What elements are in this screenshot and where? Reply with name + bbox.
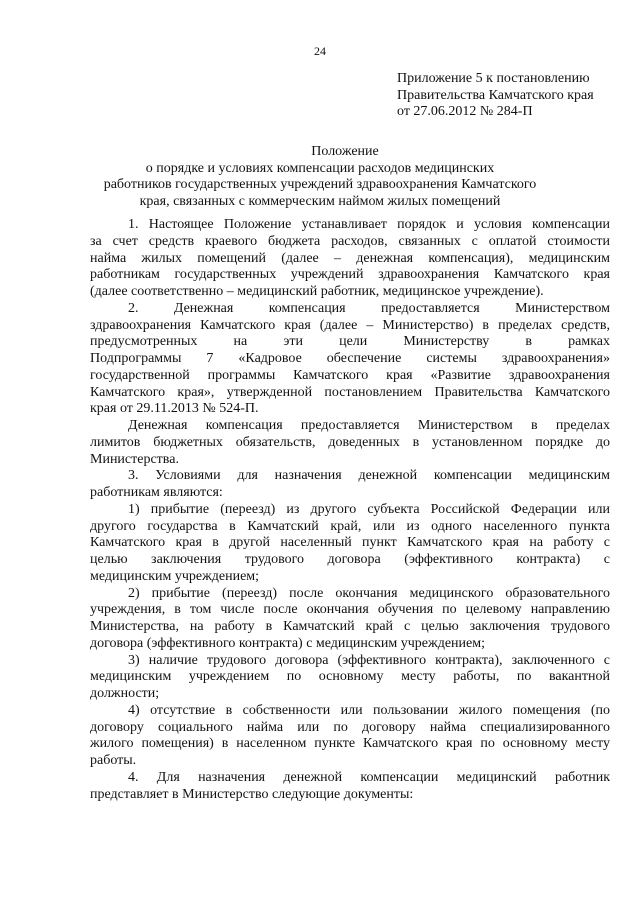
body-line: медицинским учреждением по основному месту работы, по вакантной	[90, 669, 610, 685]
appendix-line: от 27.06.2012 № 284-П	[397, 104, 533, 119]
appendix-line: Правительства Камчатского края	[397, 87, 594, 103]
body-line: работникам государственных учреждений здравоохранения Камчатского края	[90, 267, 610, 283]
body-line: договору социального найма или по договору найма специализированного	[90, 719, 610, 735]
body-line: целью заключения трудового договора (эффективного контракта) с	[90, 552, 610, 567]
body-line: Денежная компенсация предоставляется Министерством в пределах	[128, 418, 610, 433]
body-line: учреждения, в том числе после окончания обучения по целевому направлению	[90, 602, 610, 618]
body-line: предусмотренных на эти цели Министерству в рамках	[90, 334, 610, 350]
document-title	[0, 144, 640, 210]
title-line: о порядке и условиях компенсации расходов медицинских	[145, 160, 495, 176]
title-line: края, связанных с коммерческим наймом жилых помещений	[139, 193, 501, 209]
body-line: лимитов бюджетных обязательств, доведенных в установленном порядке до	[90, 434, 610, 450]
page-number: 24	[314, 44, 326, 58]
body-line: должности;	[90, 686, 160, 701]
body-line: 2. Денежная компенсация предоставляется Министерством	[128, 300, 610, 316]
body-line: Подпрограммы 7 «Кадровое обеспечение системы здравоохранения»	[90, 351, 610, 366]
body-line: договора (эффективного контракта) с медицинским учреждением;	[90, 635, 485, 651]
body-line: 3. Условиями для назначения денежной компенсации медицинским	[128, 468, 610, 484]
body-line: 2) прибытие (переезд) после окончания медицинского образовательного	[128, 585, 610, 601]
body-line: работы.	[90, 753, 137, 768]
body-line: (далее соответственно – медицинский работник, медицинское учреждение).	[90, 284, 544, 299]
appendix-header	[397, 71, 637, 121]
body-line: 1) прибытие (переезд) из другого субъекта Российской Федерации или	[128, 501, 610, 517]
body-line: 1. Настоящее Положение устанавливает порядок и условия компенсации	[128, 217, 610, 232]
title-line: работников государственных учреждений здравоохранения Камчатского	[103, 177, 537, 192]
body-line: Камчатского края», утвержденной постановлением Правительства Камчатского	[90, 384, 610, 400]
appendix-line: Приложение 5 к постановлению	[397, 71, 590, 86]
body-line: государственной программы Камчатского края «Развитие здравоохранения	[90, 367, 610, 383]
body-line: Камчатского края в другой населенный пункт Камчатского края на работу с	[90, 535, 610, 551]
body-line: Министерства.	[90, 451, 179, 467]
body-line: жилого помещения) в населенном пункте Камчатского края по основному месту	[90, 736, 610, 752]
body-line: найма жилых помещений (далее – денежная компенсация), медицинским	[90, 250, 610, 266]
body-line: 4) отсутствие в собственности или пользовании жилого помещения (по	[128, 702, 610, 718]
body-line: 4. Для назначения денежной компенсации медицинский работник	[128, 769, 610, 785]
body-line: 3) наличие трудового договора (эффективного контракта), заключенного с	[128, 652, 610, 668]
body-line: Министерства, на работу в Камчатский край с целью заключения трудового	[90, 619, 610, 634]
document-body	[90, 217, 610, 803]
title-line: Положение	[311, 144, 379, 159]
body-line: другого государства в Камчатский край, или из одного населенного пункта	[90, 518, 610, 534]
body-line: представляет в Министерство следующие документы:	[90, 786, 414, 802]
body-line: за счет средств краевого бюджета расходов, связанных с оплатой стоимости	[90, 233, 610, 249]
body-line: медицинским учреждением;	[90, 568, 260, 584]
body-line: края от 29.11.2013 № 524-П.	[90, 401, 259, 417]
body-line: здравоохранения Камчатского края (далее – Министерство) в пределах средств,	[90, 317, 610, 333]
body-line: работникам являются:	[90, 485, 223, 500]
